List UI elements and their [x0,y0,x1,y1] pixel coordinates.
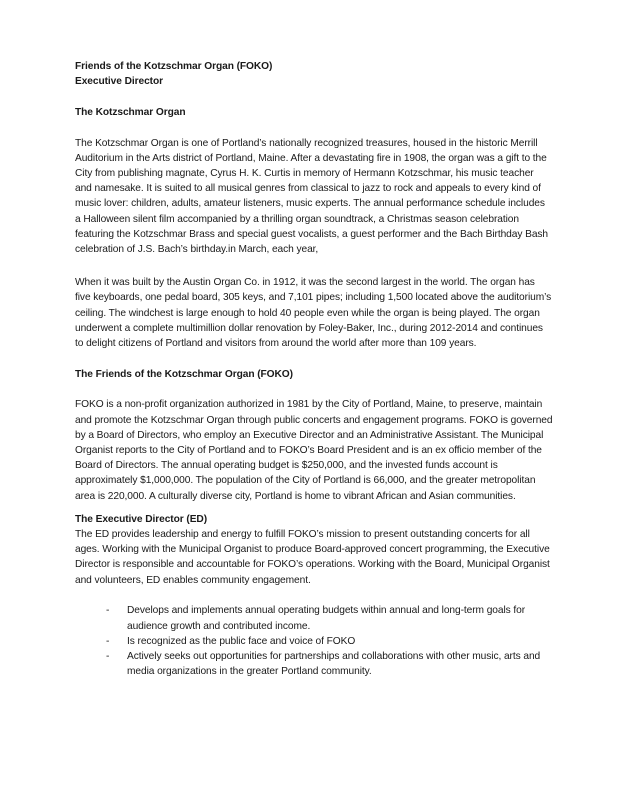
section-heading-organ: The Kotzschmar Organ [75,106,186,118]
document-body [75,59,553,679]
list-item [75,634,553,649]
foko-paragraph: FOKO is a non-profit organization authorized in 1981 by the City of Portland, Maine, to preserve, maintain and promote the Kotzschmar Organ through public concerts and engagement programs. FOKO is governed by a Board of Directors, who employ an Executive Director and an Administrative Assistant. The Municipal Organist reports to the City of Portland and to FOKO’s Board President and is an ex officio member of the Board of Directors. The annual operating budget is $250,000, and the invested funds account is approximately $1,000,000. The population of the City of Portland is 66,000, and the greater metropolitan area is 220,000. A culturally diverse city, Portland is home to vibrant African and Asian communities. [75,399,553,502]
bullet-marker: - [106,635,110,647]
list-item [75,649,553,679]
list-item-text: Is recognized as the public face and voice of FOKO [127,635,356,647]
bullet-marker: - [106,605,110,617]
section-heading-foko: The Friends of the Kotzschmar Organ (FOKO) [75,368,293,380]
list-item-text: Develops and implements annual operating budgets within annual and long-term goals for audience growth and contributed income. [127,605,526,632]
position-title: Executive Director [75,76,164,88]
list-item-text: Actively seeks out opportunities for partnerships and collaborations with other music, arts and media organizations in the greater Portland community. [127,651,541,678]
section-heading-ed: The Executive Director (ED) [75,513,208,525]
list-item [75,603,553,633]
ed-responsibilities-list [75,603,553,679]
ed-paragraph: The ED provides leadership and energy to fulfill FOKO’s mission to present outstanding concerts for all ages. Working with the Municipal Organist to produce Board-approved concert programming, the Executive Director is responsible and accountable for FOKO’s operations. Working with the Board, Municipal Organist and volunteers, ED enables community engagement. [75,529,550,586]
organ-paragraph-1: The Kotzschmar Organ is one of Portland’s nationally recognized treasures, housed in the historic Merrill Auditorium in the Arts district of Portland, Maine. After a devastating fire in 1908, the organ was a gift to the City from publishing magnate, Cyrus H. K. Curtis in memory of Hermann Kotzschmar, his music teacher and namesake. It is suited to all musical genres from classical to jazz to rock and appeals to every kind of music lover: children, adults, amateur listeners, music experts. The annual performance schedule includes a Halloween silent film accompanied by a thrilling organ soundtrack, a Christmas season celebration featuring the Kotzschmar Brass and special guest vocalists, a guest performer and the Bach Birthday Bash celebration of J.S. Bach’s birthday.in March, each year, [75,137,549,256]
org-title: Friends of the Kotzschmar Organ (FOKO) [75,61,273,72]
organ-paragraph-2: When it was built by the Austin Organ Co. in 1912, it was the second largest in the world. The organ has five keyboards, one pedal board, 305 keys, and 7,101 pipes; including 1,500 located above the auditorium’s ceiling. The windchest is large enough to hold 40 people even while the organ is being played. The organ underwent a complete multimillion dollar renovation by Foley-Baker, Inc., during 2012-2014 and continues to delight citizens of Portland and visitors from around the world after more than 109 years. [75,277,552,350]
bullet-marker: - [106,651,110,662]
